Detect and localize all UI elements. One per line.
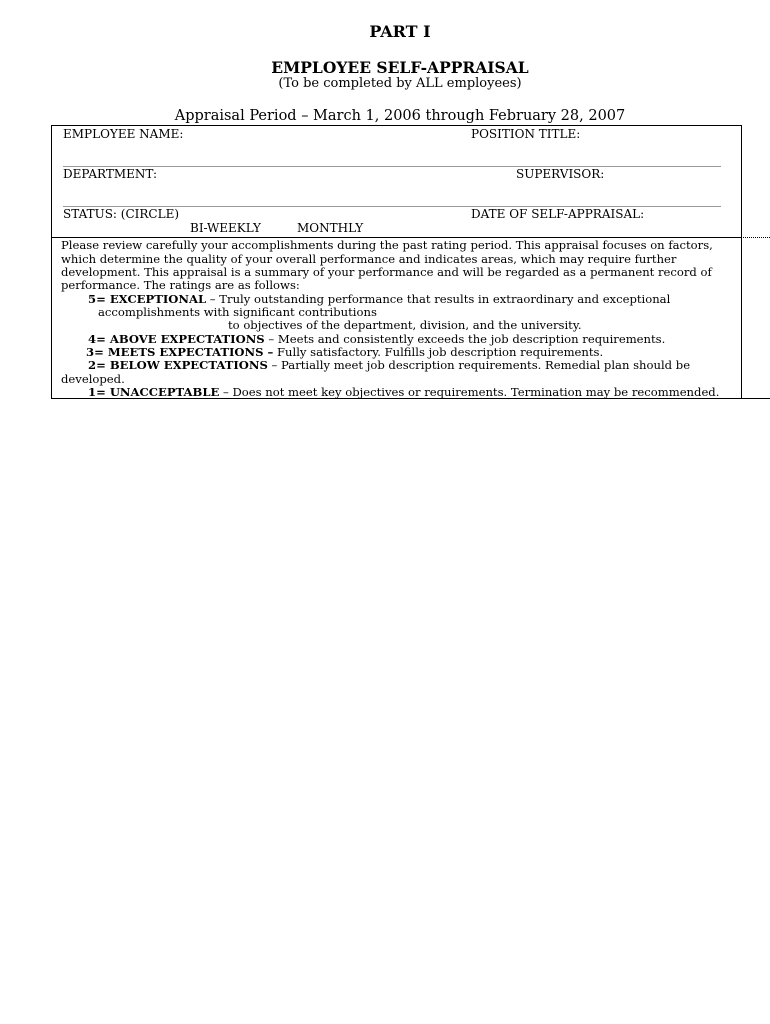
- ratings-box: [51, 237, 770, 399]
- department-label: DEPARTMENT:: [63, 167, 158, 181]
- rating-5-continuation: to objectives of the department, division, and the university.: [228, 318, 582, 332]
- employee-name-field[interactable]: [63, 166, 721, 167]
- instructions-line: Please review carefully your accomplishments during the past rating period. This appraisal focuses on factors,: [61, 238, 713, 252]
- part-title: PART I: [369, 22, 431, 41]
- rating-2-continuation: developed.: [61, 371, 125, 386]
- subtitle: (To be completed by ALL employees): [278, 76, 522, 91]
- employee-info-box: [51, 125, 742, 238]
- appraisal-period: Appraisal Period – March 1, 2006 through February 28, 2007: [174, 108, 626, 124]
- rating-4: 4= ABOVE EXPECTATIONS – Meets and consistently exceeds the job description requirements.: [88, 331, 666, 346]
- rating-5-continuation: accomplishments with significant contributions: [98, 305, 377, 319]
- position-title-label: POSITION TITLE:: [471, 127, 581, 141]
- rating-1: 1= UNACCEPTABLE – Does not meet key objectives or requirements. Termination may be recommended.: [88, 385, 720, 399]
- status-label: STATUS: (CIRCLE): [63, 207, 180, 221]
- supervisor-label: SUPERVISOR:: [516, 167, 605, 181]
- rating-5: 5= EXCEPTIONAL – Truly outstanding performance that results in extraordinary and exceptional: [88, 291, 671, 306]
- rating-2: 2= BELOW EXPECTATIONS – Partially meet job description requirements. Remedial plan should be: [88, 358, 691, 372]
- employee-name-label: EMPLOYEE NAME:: [63, 127, 184, 141]
- instructions-line: which determine the quality of your overall performance and indicates areas, which may require further: [61, 251, 677, 266]
- instructions-line: performance. The ratings are as follows:: [61, 278, 300, 292]
- rating-3: 3= MEETS EXPECTATIONS – Fully satisfactory. Fulfills job description requirements.: [86, 345, 604, 359]
- status-option-monthly[interactable]: MONTHLY: [297, 221, 364, 235]
- page-title: EMPLOYEE SELF-APPRAISAL: [271, 58, 529, 77]
- date-label: DATE OF SELF-APPRAISAL:: [471, 207, 645, 221]
- status-option-biweekly[interactable]: BI-WEEKLY: [190, 221, 261, 235]
- instructions-line: development. This appraisal is a summary of your performance and will be regarded as a permanent record of: [61, 265, 712, 279]
